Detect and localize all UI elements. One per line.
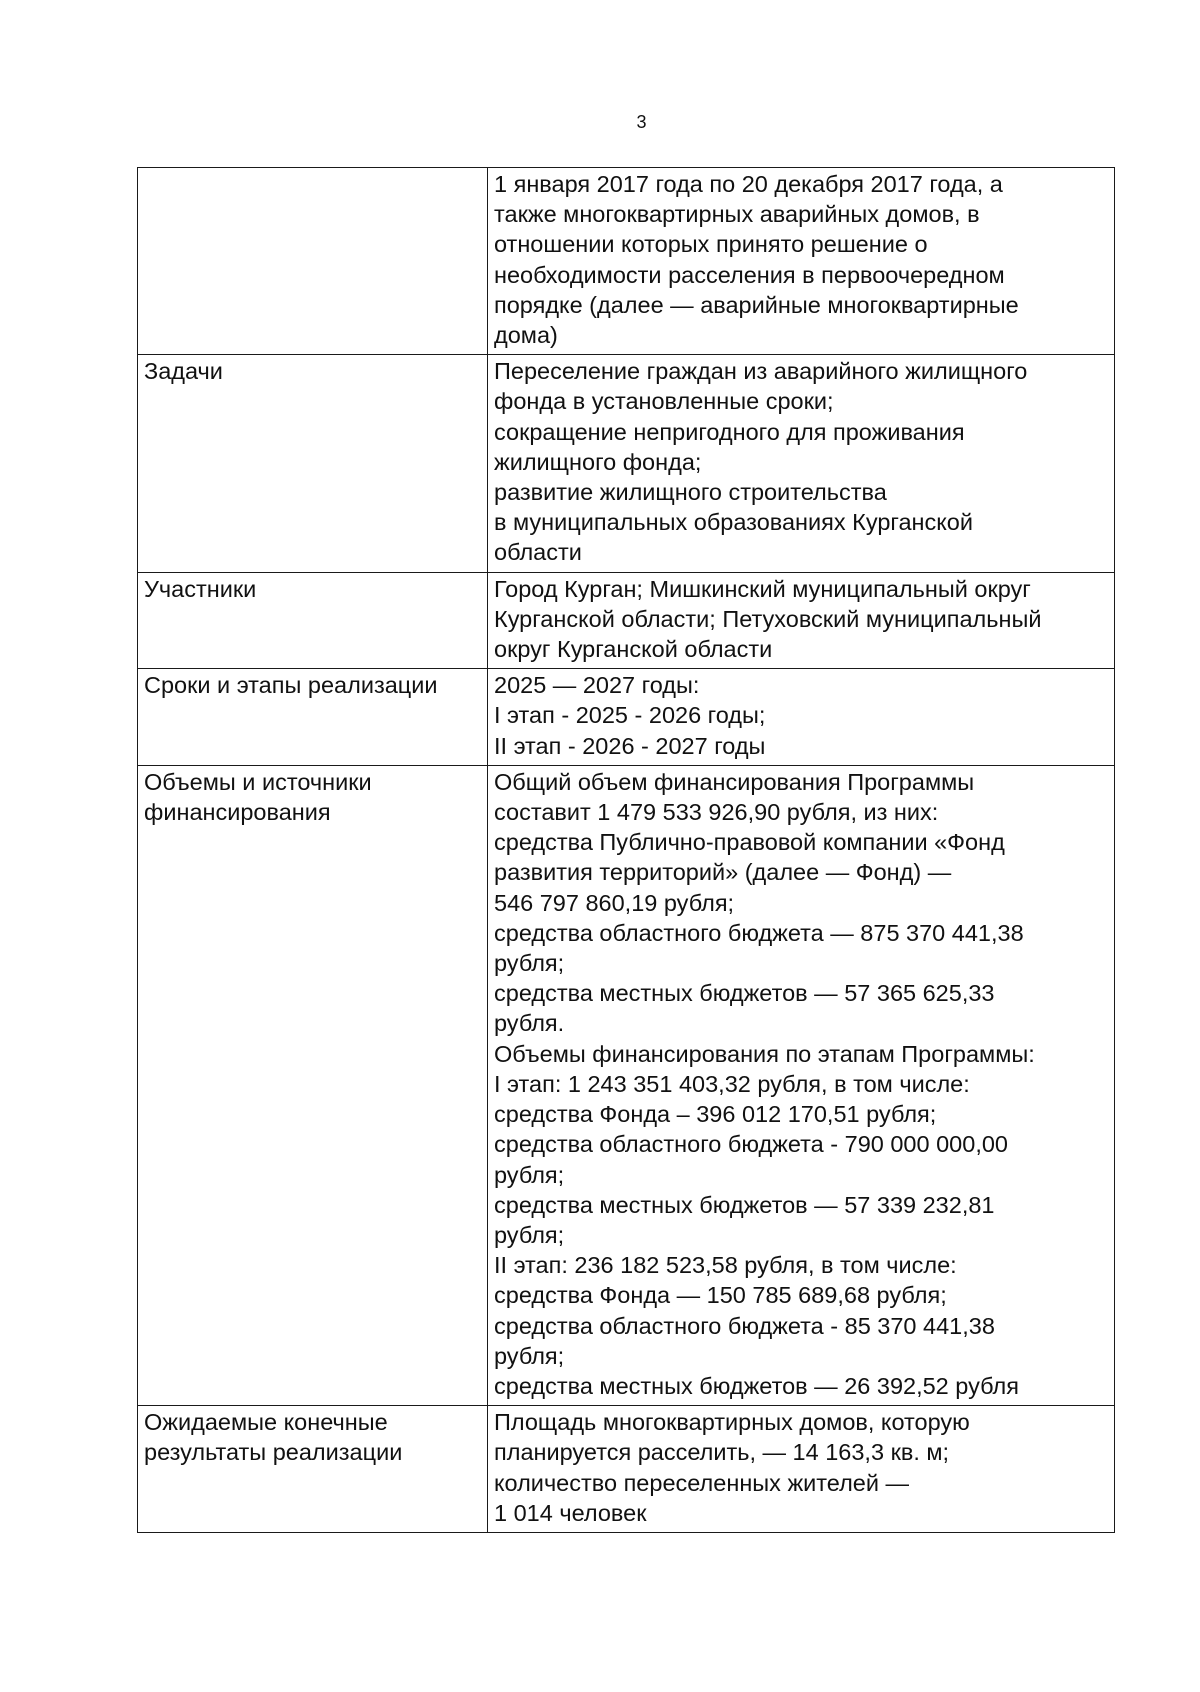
row-label: Объемы и источники xyxy=(144,768,372,795)
page-number: 3 xyxy=(636,112,647,132)
table-row xyxy=(138,669,1115,766)
content-line: средства областного бюджета - 85 370 441,38 xyxy=(494,1312,995,1339)
content-line: 1 января 2017 года по 20 декабря 2017 года, а xyxy=(494,171,1003,197)
content-line: рубля; xyxy=(494,1342,565,1369)
content-line: средства областного бюджета — 875 370 441,38 xyxy=(494,919,1024,946)
content-line: Площадь многоквартирных домов, которую xyxy=(494,1409,970,1436)
row-label-cell xyxy=(138,572,488,669)
table-row xyxy=(138,168,1115,355)
content-line: развития территорий» (далее — Фонд) — xyxy=(494,859,952,886)
row-label: Ожидаемые конечные xyxy=(144,1409,388,1436)
row-label-cell xyxy=(138,355,488,572)
content-line: II этап - 2026 - 2027 годы xyxy=(494,732,766,759)
content-line: дома) xyxy=(494,322,558,349)
content-line: Город Курган; Мишкинский муниципальный округ xyxy=(494,575,1031,602)
content-line: округ Курганской области xyxy=(494,636,773,663)
content-line: средства Фонда – 396 012 170,51 рубля; xyxy=(494,1101,937,1128)
row-label-cell xyxy=(138,1406,488,1533)
content-line: также многоквартирных аварийных домов, в xyxy=(494,201,980,228)
table-row xyxy=(138,765,1115,1405)
content-line: количество переселенных жителей — xyxy=(494,1469,910,1496)
content-line: порядке (далее — аварийные многоквартирные xyxy=(494,291,1019,318)
content-line: в муниципальных образованиях Курганской xyxy=(494,509,973,536)
row-content-cell xyxy=(488,355,1115,572)
content-line: Переселение граждан из аварийного жилищного xyxy=(494,358,1028,385)
content-line: рубля; xyxy=(494,950,565,977)
content-line: рубля; xyxy=(494,1161,565,1188)
row-content-cell xyxy=(488,1406,1115,1533)
content-line: рубля; xyxy=(494,1221,565,1248)
content-line: I этап: 1 243 351 403,32 рубля, в том числе: xyxy=(494,1070,970,1097)
content-line: 546 797 860,19 рубля; xyxy=(494,889,735,916)
content-line: отношении которых принято решение о xyxy=(494,231,928,258)
content-line: средства местных бюджетов — 26 392,52 рубля xyxy=(494,1372,1019,1399)
content-line: рубля. xyxy=(494,1010,565,1037)
row-content-cell xyxy=(488,669,1115,766)
row-label: Участники xyxy=(144,575,257,602)
content-line: 1 014 человек xyxy=(494,1499,647,1526)
content-line: планируется расселить, — 14 163,3 кв. м; xyxy=(494,1439,950,1466)
row-label-cell xyxy=(138,765,488,1405)
content-line: развитие жилищного строительства xyxy=(494,479,887,506)
row-content-cell xyxy=(488,572,1115,669)
content-line: составит 1 479 533 926,90 рубля, из них: xyxy=(494,799,939,826)
table-row xyxy=(138,1406,1115,1533)
row-label: финансирования xyxy=(144,799,331,826)
row-label: результаты реализации xyxy=(144,1439,403,1466)
row-label-cell xyxy=(138,669,488,766)
content-line: Общий объем финансирования Программы xyxy=(494,768,975,795)
row-content-cell xyxy=(488,765,1115,1405)
table-row xyxy=(138,572,1115,669)
content-line: жилищного фонда; xyxy=(494,448,702,475)
content-line: Объемы финансирования по этапам Программы: xyxy=(494,1040,1035,1067)
content-line: области xyxy=(494,539,582,566)
row-label: Сроки и этапы реализации xyxy=(144,672,438,699)
table-row xyxy=(138,355,1115,572)
program-passport-table xyxy=(137,167,1115,1533)
content-line: Курганской области; Петуховский муниципальный xyxy=(494,605,1042,632)
content-line: необходимости расселения в первоочередном xyxy=(494,261,1005,288)
content-line: 2025 — 2027 годы: xyxy=(494,672,700,699)
row-label-cell xyxy=(138,168,488,355)
content-line: средства областного бюджета - 790 000 000,00 xyxy=(494,1131,1008,1158)
content-line: сокращение непригодного для проживания xyxy=(494,418,965,445)
content-line: фонда в установленные сроки; xyxy=(494,388,834,415)
row-label: Задачи xyxy=(144,358,223,385)
content-line: средства местных бюджетов — 57 365 625,33 xyxy=(494,980,995,1007)
row-content-cell xyxy=(488,168,1115,355)
content-line: средства местных бюджетов — 57 339 232,81 xyxy=(494,1191,995,1218)
content-line: средства Фонда — 150 785 689,68 рубля; xyxy=(494,1282,947,1309)
content-line: I этап - 2025 - 2026 годы; xyxy=(494,702,766,729)
content-line: средства Публично-правовой компании «Фонд xyxy=(494,829,1005,856)
content-line: II этап: 236 182 523,58 рубля, в том числе: xyxy=(494,1252,957,1279)
